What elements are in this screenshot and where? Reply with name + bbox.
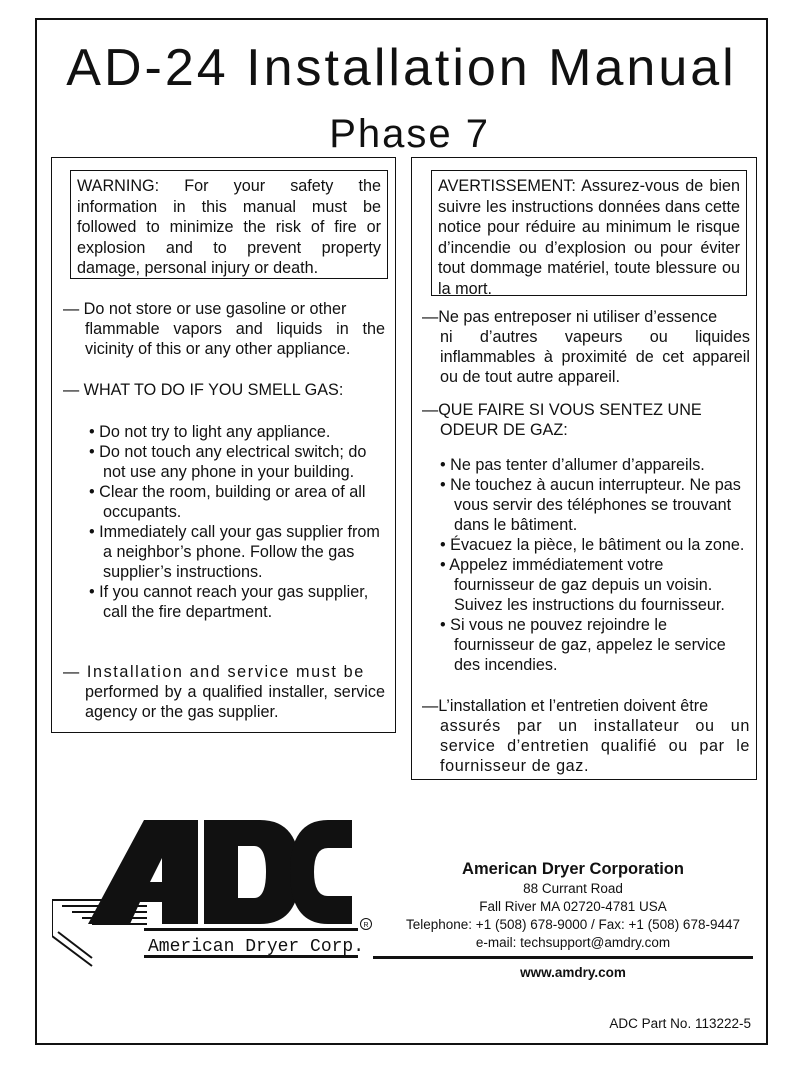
list-item: • Ne pas tenter d’allumer d’appareils. xyxy=(440,456,705,474)
french-item-no-storage-line1: —Ne pas entreposer ni utiliser d’essence xyxy=(422,308,718,326)
french-warning-box: AVERTISSEMENT: Assurez-vous de bien suivre les instructions données dans cette notice pour réduire au minimum le risque d’incendie ou d’explosion ou pour éviter tout dommage matériel, toute blessure ou la mort. xyxy=(431,170,747,296)
french-item-no-storage-rest: ni d’autres vapeurs ou liquides inflammables à proximité de cet appareil ou de tout autre appareil. xyxy=(440,328,750,386)
english-item-no-storage xyxy=(63,299,385,359)
adc-tagline: American Dryer Corp. xyxy=(148,937,365,957)
french-item-no-storage xyxy=(422,307,750,387)
list-item: • Si vous ne pouvez rejoindre le fournisseur de gaz, appelez le service des incendies. xyxy=(440,616,726,674)
company-name: American Dryer Corporation xyxy=(462,860,684,878)
english-item-installation-rest: performed by a qualified installer, service agency or the gas supplier. xyxy=(85,683,385,721)
french-item-installation-rest: assurés par un installateur ou un service d’entretien qualifié ou par le fournisseur de gaz. xyxy=(440,717,750,775)
french-item-installation xyxy=(422,696,750,776)
adc-logo xyxy=(52,818,372,968)
company-email: e-mail: techsupport@amdry.com xyxy=(475,935,671,950)
english-item-no-storage-rest: flammable vapors and liquids in the vicinity of this or any other appliance. xyxy=(85,320,385,358)
list-item: • Ne touchez à aucun interrupteur. Ne pas vous servir des téléphones se trouvant dans le bâtiment. xyxy=(440,476,741,534)
english-item-installation-line1: — Installation and service must be xyxy=(63,663,365,681)
part-number: ADC Part No. 113222-5 xyxy=(609,1016,751,1031)
list-item: • Do not touch any electrical switch; do not use any phone in your building. xyxy=(89,443,367,481)
company-phone: Telephone: +1 (508) 678-9000 / Fax: +1 (508) 678-9447 xyxy=(406,917,740,932)
english-item-smell-gas: — WHAT TO DO IF YOU SMELL GAS: xyxy=(63,381,344,399)
registered-mark: R xyxy=(363,922,369,929)
french-item-smell-gas xyxy=(422,400,750,440)
french-gas-instructions-list xyxy=(440,455,745,675)
english-safety-panel xyxy=(51,157,396,733)
english-item-installation xyxy=(63,662,385,722)
list-item: • Immediately call your gas supplier from a neighbor’s phone. Follow the gas supplier’s instructions. xyxy=(89,523,380,581)
list-item: • Évacuez la pièce, le bâtiment ou la zone. xyxy=(440,536,745,554)
list-item: • If you cannot reach your gas supplier, call the fire department. xyxy=(89,583,369,621)
list-item: • Do not try to light any appliance. xyxy=(89,423,331,441)
french-item-smell-gas-rest: ODEUR DE GAZ: xyxy=(440,421,568,439)
french-item-installation-line1: —L’installation et l’entretien doivent être xyxy=(422,697,709,715)
english-item-no-storage-line1: — Do not store or use gasoline or other xyxy=(63,300,347,318)
company-website-link[interactable]: www.amdry.com xyxy=(520,965,626,980)
french-item-smell-gas-line1: —QUE FAIRE SI VOUS SENTEZ UNE xyxy=(422,401,702,419)
english-gas-instructions-list xyxy=(89,422,389,622)
company-address xyxy=(396,880,750,952)
french-safety-panel xyxy=(411,157,757,780)
company-city: Fall River MA 02720-4781 USA xyxy=(479,899,667,914)
company-street: 88 Currant Road xyxy=(523,881,623,896)
page-title: AD-24 Installation Manual xyxy=(66,39,737,97)
list-item: • Clear the room, building or area of all occupants. xyxy=(89,483,366,521)
list-item: • Appelez immédiatement votre fournisseur de gaz depuis un voisin. Suivez les instructions du fournisseur. xyxy=(440,556,725,614)
divider xyxy=(373,956,753,959)
page-subtitle: Phase 7 xyxy=(329,112,490,156)
adc-letters-graphic xyxy=(88,820,352,924)
english-warning-box: WARNING: For your safety the information in this manual must be followed to minimize the risk of fire or explosion and to prevent property damage, personal injury or death. xyxy=(70,170,388,279)
